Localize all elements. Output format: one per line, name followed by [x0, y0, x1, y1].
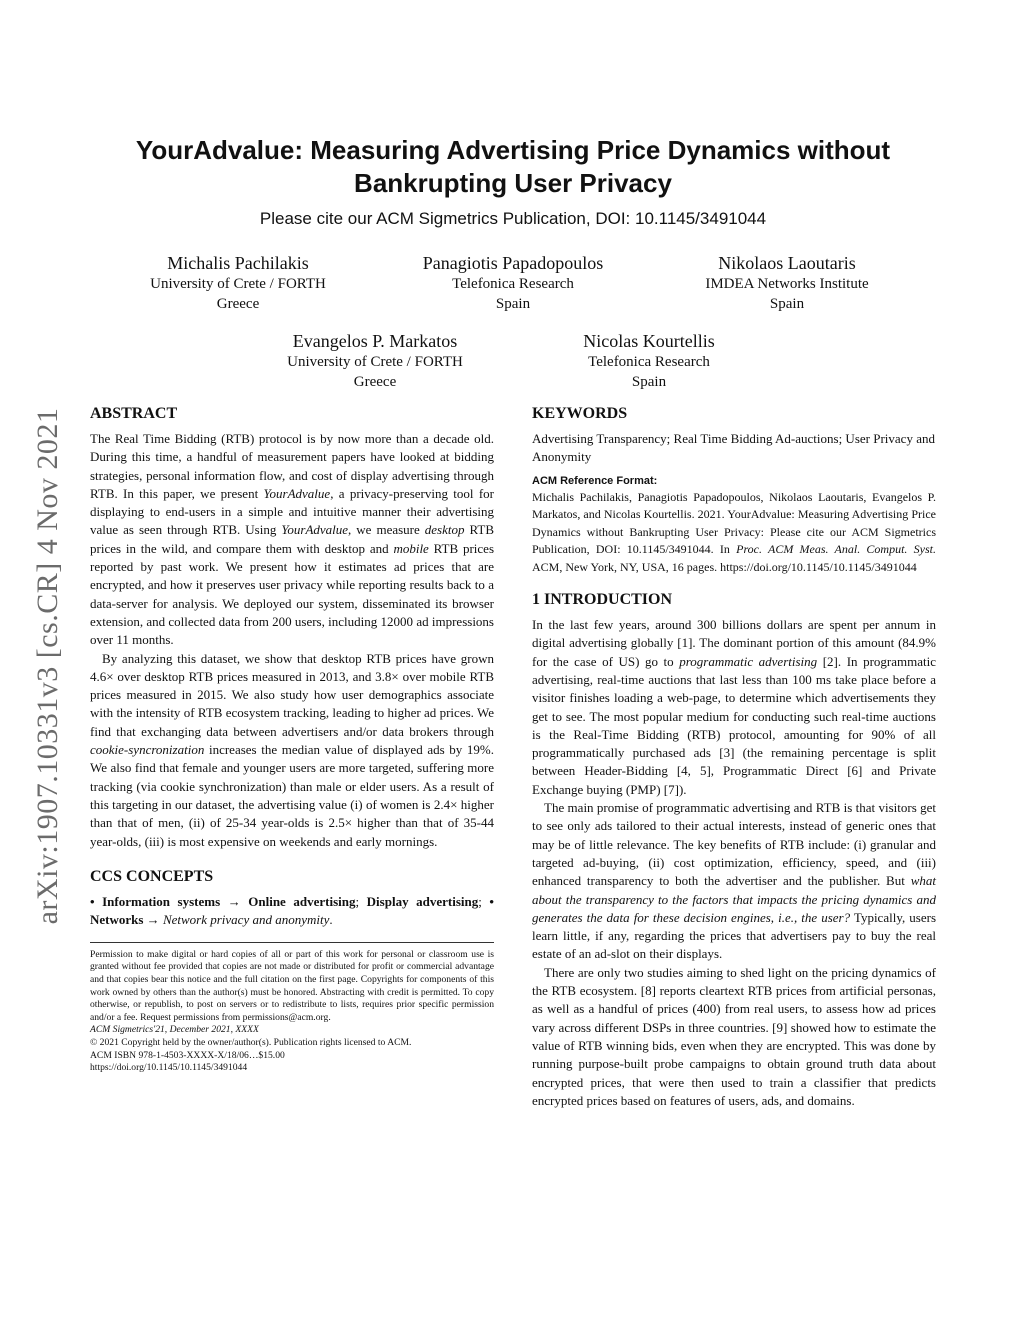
author-affiliation: IMDEA Networks Institute [705, 276, 869, 292]
author-country: Spain [495, 296, 531, 312]
reference-format-text: Michalis Pachilakis, Panagiotis Papadopoulos, Nikolaos Laoutaris, Evangelos P. Markatos, and Nicolas Kourtellis. 2021. YourAdvalue: Measuring Advertising Price Dynamics without Bankrupting User Privacy: Please cite our ACM Sigmetrics Publication, DOI: 10.1145/3491044. In Proc. ACM Meas. Anal. Comput. Syst. ACM, New York, NY, USA, 16 pages. https://doi.org/10.1145/10.1145/3491044 [532, 489, 936, 574]
abstract-paragraph-1: The Real Time Bidding (RTB) protocol is by now more than a decade old. During this time, a handful of measurement papers have looked at bidding strategies, personal information flow, and cost of display advertising through RTB. In this paper, we present YourAdvalue, a privacy-preserving tool for displaying to end-users in a simple and intuitive manner their advertising value as seen through RTB. Using YourAdvalue, we measure desktop RTB prices in the wild, and compare them with desktop and mobile RTB prices reported by past work. We present how it estimates ad prices that are encrypted, and how it preserves user privacy while reporting results back to a data-server for analysis. We deployed our system, disseminated its browser extension, and collected data from 200 users, including 12000 ad impressions over 11 months. [90, 431, 495, 648]
arxiv-identifier: arXiv:1907.10331v3 [cs.CR] 4 Nov 2021 [31, 407, 64, 925]
author-block [363, 252, 663, 314]
abstract-heading: ABSTRACT [90, 405, 178, 422]
copyright-line: © 2021 Copyright held by the owner/author(s). Publication rights licensed to ACM. [90, 1036, 412, 1048]
keywords-heading: KEYWORDS [532, 405, 628, 422]
copyright-footnote [90, 949, 494, 1075]
author-affiliation: University of Crete / FORTH [150, 276, 326, 292]
left-column [90, 402, 494, 1075]
author-country: Spain [769, 296, 805, 312]
doi-line[interactable]: https://doi.org/10.1145/10.1145/3491044 [90, 1062, 248, 1074]
author-name: Panagiotis Papadopoulos [422, 253, 604, 273]
intro-paragraph-3: There are only two studies aiming to shed light on the pricing dynamics of the RTB ecosystem. [8] reports cleartext RTB prices from artificial personas, as well as a handful of prices (400) from real users, to assess how ad prices vary across different DSPs in three countries. [9] showed how to estimate the value of RTB winning bids, even when they are encrypted. This was done by running purpose-built probe campaigns to obtain ground truth data about encrypted prices, that were then used to train a classifier that predicts encrypted prices based on features of users, ads, and domains. [532, 964, 936, 1108]
paper-subtitle: Please cite our ACM Sigmetrics Publication, DOI: 10.1145/3491044 [259, 209, 767, 228]
author-block [225, 330, 525, 392]
keywords-text: Advertising Transparency; Real Time Bidding Ad-auctions; User Privacy and Anonymity [532, 431, 935, 465]
introduction-heading: 1 INTRODUCTION [532, 591, 673, 609]
intro-paragraph-1: In the last few years, around 300 billions dollars are spent per annum in digital advertising globally [1]. The dominant portion of this amount (84.9% for the case of US) go to programmatic advertising [2]. In programmatic advertising, real-time auctions that last less than 100 ms take place before a visitor finishes loading a web-page, to determine which advertisements they get to see. The most popular medium for conducting such real-time auctions is the Real-Time Bidding (RTB) protocol, amounting for 90% of all programmatically purchased ads [3] (the remaining percentage is split between Header-Bidding [4, 5], Programmatic Direct [6] and Private Exchange buying (PMP) [7]). [532, 617, 936, 797]
author-country: Greece [216, 296, 260, 312]
isbn-line: ACM ISBN 978-1-4503-XXXX-X/18/06…$15.00 [90, 1049, 285, 1061]
author-country: Spain [631, 374, 667, 390]
venue-line: ACM Sigmetrics'21, December 2021, XXXX [90, 1024, 259, 1036]
author-country: Greece [353, 374, 397, 390]
author-affiliation: Telefonica Research [452, 276, 574, 292]
intro-paragraph-2: The main promise of programmatic advertising and RTB is that visitors get to see only ads tailored to their actual interests, instead of generic ones that may be of little relevance. The key benefits of RTB include: (i) granular and targeted ad-buying, (ii) cost optimization, efficiency, speed, and (iii) enhanced transparency to both the advertiser and the publisher. But what about the transparency to the factors that impacts the pricing dynamics and generates the data for these decision engines, i.e., the user? Typically, users learn little, if any, regarding the prices that advertisers pay to buy the real estate of an ad-slot on their displays. [532, 800, 936, 962]
author-name: Michalis Pachilakis [167, 253, 309, 273]
ccs-heading: CCS CONCEPTS [90, 867, 214, 885]
author-block [88, 252, 388, 314]
author-block [637, 252, 937, 314]
abstract-paragraph-2: By analyzing this dataset, we show that desktop RTB prices have grown 4.6× over desktop RTB prices measured in 2013, and 3.8× over mobile RTB prices measured in 2015. We also study how user demographics associate with the intensity of RTB ecosystem tracking, leading to higher ad prices. We find that exchanging data between advertisers and/or data brokers through cookie-syncronization increases the median value of displayed ads by 19%. We also find that female and younger users are more targeted, suffering more tracking (via cookie synchronization) than male or elder users. As a result of this targeting in our dataset, the advertising value (i) of women is 2.4× higher than that of men, (ii) of 25-34 year-olds is 2.5× higher than that of 35-44 year-olds, (iii) is most expensive on weekends and early mornings. [90, 650, 494, 849]
author-name: Nicolas Kourtellis [583, 331, 715, 351]
author-affiliation: Telefonica Research [588, 354, 710, 370]
author-affiliation: University of Crete / FORTH [287, 354, 463, 370]
author-name: Nikolaos Laoutaris [718, 253, 856, 273]
author-name: Evangelos P. Markatos [292, 331, 458, 351]
permission-notice: Permission to make digital or hard copies of all or part of this work for personal or classroom use is granted without fee provided that copies are not made or distributed for profit or commercial advantage and that copies bear this notice and the full citation on the first page. Copyrights for components of this work owned by others than the author(s) must be honored. Abstracting with credit is permitted. To copy otherwise, or republish, to post on servers or to redistribute to lists, requires prior specific permission and/or a fee. Request permissions from permissions@acm.org. [90, 948, 494, 1023]
right-column [532, 402, 936, 1110]
author-block [499, 330, 799, 392]
reference-format-heading: ACM Reference Format: [532, 474, 658, 487]
footnote-divider [90, 942, 494, 943]
ccs-concepts: • Information systems → Online advertising; Display advertising; • Networks → Network privacy and anonymity. [90, 893, 494, 928]
paper-title: YourAdvalue: Measuring Advertising Price Dynamics without Bankrupting User Privacy [135, 135, 891, 198]
